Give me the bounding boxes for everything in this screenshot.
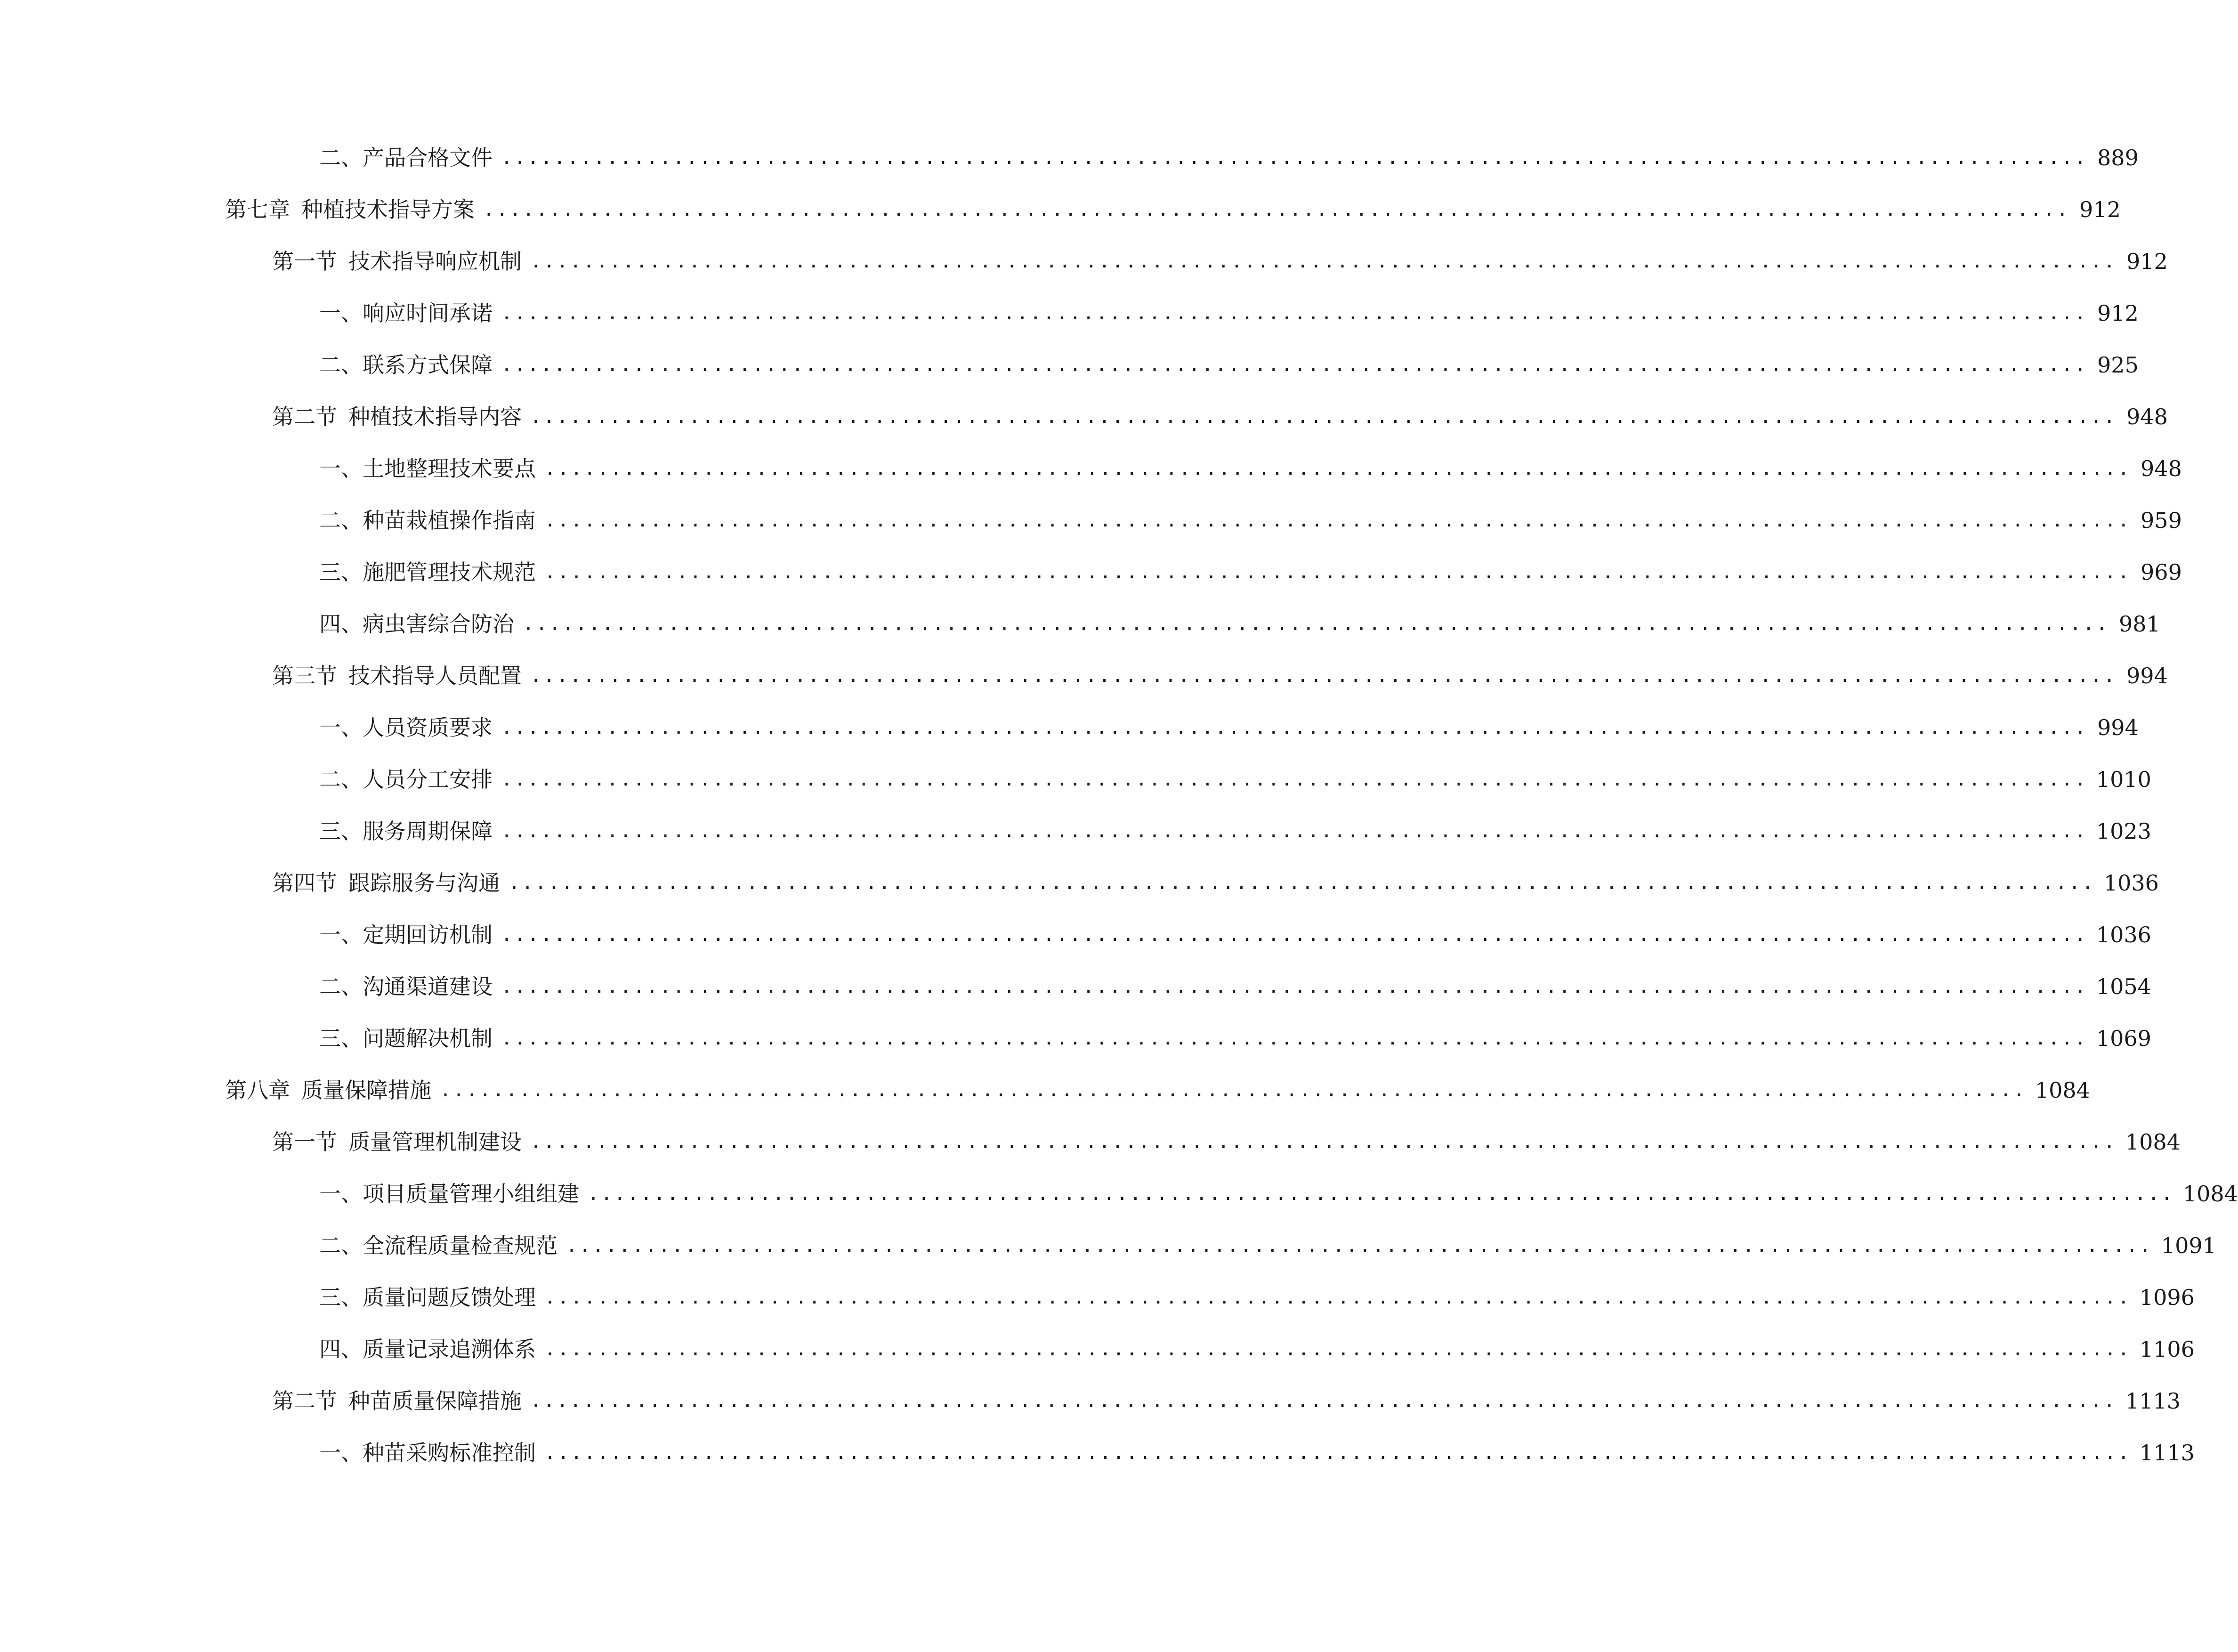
- entry-page-number: 994: [2097, 715, 2139, 740]
- entry-title: 人员资质要求: [363, 715, 493, 740]
- entry-number: 三、: [319, 559, 363, 585]
- entry-number: 二、: [319, 974, 363, 999]
- toc-entry[interactable]: [319, 1427, 2195, 1479]
- entry-number: 二、: [319, 1233, 363, 1258]
- entry-title: 种植技术指导方案: [301, 197, 475, 222]
- entry-number: 第二节: [272, 404, 337, 429]
- entry-title: 人员分工安排: [363, 767, 493, 792]
- dot-leader: ........................................................................................................................: [530, 665, 2117, 687]
- entry-title: 质量问题反馈处理: [363, 1285, 536, 1310]
- toc-entry[interactable]: [272, 857, 2159, 909]
- dot-leader: ........................................................................................................................: [501, 769, 2088, 790]
- entry-title: 病虫害综合防治: [363, 611, 514, 637]
- entry-title: 施肥管理技术规范: [363, 559, 536, 585]
- dot-leader: ........................................................................................................................: [588, 1183, 2174, 1205]
- toc-entry[interactable]: [319, 494, 2182, 546]
- toc-entry[interactable]: [319, 702, 2139, 753]
- toc-entry[interactable]: [319, 598, 2160, 650]
- entry-title: 联系方式保障: [363, 352, 493, 378]
- entry-page-number: 981: [2119, 611, 2160, 637]
- entry-number: 第三节: [272, 663, 337, 688]
- entry-title: 种植技术指导内容: [348, 404, 522, 429]
- entry-number: 第二节: [272, 1388, 337, 1414]
- toc-entry[interactable]: [225, 1064, 2090, 1116]
- entry-page-number: 1069: [2096, 1026, 2151, 1051]
- entry-title: 质量记录追溯体系: [363, 1336, 536, 1362]
- toc-entry[interactable]: [272, 391, 2168, 443]
- entry-title: 种苗栽植操作指南: [363, 508, 536, 533]
- entry-page-number: 1036: [2103, 870, 2159, 896]
- toc-entry[interactable]: [319, 546, 2182, 598]
- dot-leader: ........................................................................................................................: [483, 199, 2070, 220]
- entry-number: 三、: [319, 1285, 363, 1310]
- entry-page-number: 1054: [2096, 974, 2151, 999]
- dot-leader: ........................................................................................................................: [544, 1338, 2131, 1360]
- entry-number: 一、: [319, 300, 363, 326]
- entry-title: 种苗采购标准控制: [363, 1440, 536, 1466]
- toc-entry[interactable]: [319, 1271, 2195, 1323]
- entry-number: 第一节: [272, 249, 337, 274]
- toc-entry[interactable]: [319, 287, 2139, 339]
- entry-page-number: 1010: [2096, 767, 2151, 792]
- entry-title: 土地整理技术要点: [363, 456, 536, 481]
- entry-page-number: 1084: [2035, 1077, 2090, 1103]
- dot-leader: ........................................................................................................................: [501, 820, 2088, 842]
- toc-entry[interactable]: [319, 1323, 2195, 1375]
- entry-title: 全流程质量检查规范: [363, 1233, 557, 1258]
- toc-entry[interactable]: [319, 339, 2139, 391]
- toc-entry[interactable]: [272, 1116, 2181, 1168]
- entry-page-number: 1113: [2139, 1440, 2195, 1466]
- entry-page-number: 959: [2141, 508, 2182, 533]
- entry-number: 一、: [319, 715, 363, 740]
- entry-page-number: 1084: [2125, 1129, 2181, 1155]
- entry-page-number: 969: [2141, 559, 2182, 585]
- toc-entry[interactable]: [319, 753, 2151, 805]
- entry-number: 第八章: [225, 1077, 290, 1103]
- entry-page-number: 889: [2097, 145, 2139, 170]
- entry-title: 定期回访机制: [363, 922, 493, 947]
- dot-leader: ........................................................................................................................: [501, 976, 2088, 997]
- entry-page-number: 948: [2126, 404, 2168, 429]
- entry-number: 二、: [319, 352, 363, 378]
- entry-page-number: 994: [2126, 663, 2168, 688]
- entry-number: 第四节: [272, 870, 337, 896]
- toc-entry[interactable]: [319, 443, 2182, 494]
- toc-entry[interactable]: [319, 909, 2151, 961]
- toc-entry[interactable]: [319, 1012, 2151, 1064]
- dot-leader: ........................................................................................................................: [530, 251, 2117, 272]
- toc-entry[interactable]: [319, 961, 2151, 1012]
- toc-entry[interactable]: [272, 650, 2168, 702]
- entry-number: 二、: [319, 508, 363, 533]
- toc-entry[interactable]: [319, 805, 2151, 857]
- entry-page-number: 912: [2126, 249, 2168, 274]
- dot-leader: ........................................................................................................................: [501, 1028, 2088, 1049]
- entry-page-number: 925: [2097, 352, 2139, 378]
- entry-page-number: 1023: [2096, 818, 2151, 844]
- dot-leader: ........................................................................................................................: [544, 510, 2131, 531]
- entry-title: 质量管理机制建设: [348, 1129, 522, 1155]
- dot-leader: ........................................................................................................................: [530, 406, 2117, 428]
- toc-entry[interactable]: [319, 1168, 2238, 1220]
- entry-title: 跟踪服务与沟通: [348, 870, 500, 896]
- dot-leader: ........................................................................................................................: [544, 1442, 2131, 1464]
- entry-page-number: 1084: [2182, 1181, 2238, 1207]
- toc-entry[interactable]: [319, 1220, 2216, 1271]
- entry-number: 第七章: [225, 197, 290, 222]
- entry-title: 产品合格文件: [363, 145, 493, 170]
- entry-page-number: 1091: [2161, 1233, 2216, 1258]
- entry-number: 三、: [319, 818, 363, 844]
- dot-leader: ........................................................................................................................: [440, 1079, 2027, 1101]
- entry-page-number: 1036: [2096, 922, 2151, 947]
- dot-leader: ........................................................................................................................: [544, 561, 2131, 583]
- entry-page-number: 1106: [2139, 1336, 2195, 1362]
- entry-number: 二、: [319, 767, 363, 792]
- dot-leader: ........................................................................................................................: [544, 458, 2131, 479]
- entry-title: 种苗质量保障措施: [348, 1388, 522, 1414]
- entry-title: 技术指导人员配置: [348, 663, 522, 688]
- dot-leader: ........................................................................................................................: [509, 872, 2095, 894]
- dot-leader: ........................................................................................................................: [530, 1131, 2117, 1153]
- dot-leader: ........................................................................................................................: [523, 613, 2109, 635]
- dot-leader: ........................................................................................................................: [501, 354, 2088, 376]
- dot-leader: ........................................................................................................................: [501, 147, 2088, 169]
- entry-number: 一、: [319, 1181, 363, 1207]
- toc-entry[interactable]: [272, 235, 2168, 287]
- entry-number: 四、: [319, 611, 363, 637]
- entry-number: 一、: [319, 922, 363, 947]
- toc-entry[interactable]: [272, 1375, 2181, 1427]
- entry-number: 一、: [319, 1440, 363, 1466]
- entry-page-number: 912: [2079, 197, 2121, 222]
- entry-number: 二、: [319, 145, 363, 170]
- entry-page-number: 912: [2097, 300, 2139, 326]
- entry-number: 第一节: [272, 1129, 337, 1155]
- entry-number: 三、: [319, 1026, 363, 1051]
- dot-leader: ........................................................................................................................: [501, 302, 2088, 324]
- toc-entry[interactable]: [225, 184, 2121, 235]
- entry-title: 技术指导响应机制: [348, 249, 522, 274]
- toc-entry[interactable]: [319, 132, 2139, 184]
- dot-leader: ........................................................................................................................: [501, 924, 2088, 946]
- entry-title: 质量保障措施: [301, 1077, 431, 1103]
- entry-title: 问题解决机制: [363, 1026, 493, 1051]
- dot-leader: ........................................................................................................................: [501, 717, 2088, 738]
- entry-number: 四、: [319, 1336, 363, 1362]
- entry-page-number: 948: [2141, 456, 2182, 481]
- entry-title: 项目质量管理小组组建: [363, 1181, 579, 1207]
- dot-leader: ........................................................................................................................: [566, 1235, 2153, 1256]
- dot-leader: ........................................................................................................................: [544, 1287, 2131, 1308]
- entry-page-number: 1096: [2139, 1285, 2195, 1310]
- entry-title: 响应时间承诺: [363, 300, 493, 326]
- entry-title: 沟通渠道建设: [363, 974, 493, 999]
- entry-title: 服务周期保障: [363, 818, 493, 844]
- dot-leader: ........................................................................................................................: [530, 1390, 2117, 1412]
- entry-number: 一、: [319, 456, 363, 481]
- entry-page-number: 1113: [2125, 1388, 2181, 1414]
